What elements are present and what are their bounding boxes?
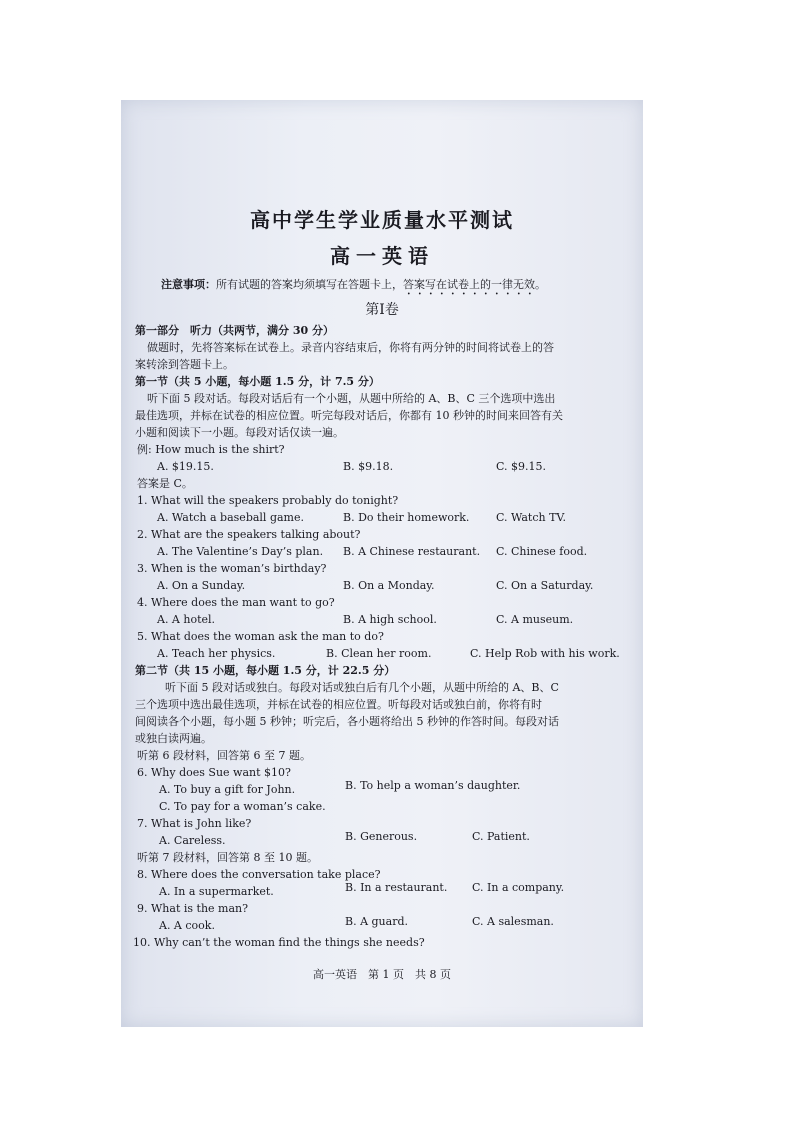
q8-option-b: B. In a restaurant. bbox=[345, 881, 448, 894]
q2-option-c: C. Chinese food. bbox=[496, 545, 588, 558]
q2-option-a: A. The Valentine’s Day’s plan. bbox=[157, 545, 324, 558]
q7-option-a: A. Careless. bbox=[159, 834, 226, 847]
example-answer: 答案是 C。 bbox=[137, 477, 193, 490]
q9-option-b: B. A guard. bbox=[345, 915, 408, 928]
q4-question: 4. Where does the man want to go? bbox=[137, 596, 335, 609]
example-option-c: C. $9.15. bbox=[496, 460, 547, 473]
notice-label: 注意事项： bbox=[161, 278, 216, 291]
sec1-line2: 最佳选项，并标在试卷的相应位置。听完每段对话后，你都有 10 秒钟的时间来回答有关 bbox=[135, 409, 563, 422]
notice-text-a: 所有试题的答案均须填写在答题卡上， bbox=[216, 278, 403, 291]
notice-text-b: 答案写在试卷上的一律无效。 bbox=[403, 278, 546, 291]
example-option-b: B. $9.18. bbox=[343, 460, 394, 473]
q3-option-c: C. On a Saturday. bbox=[496, 579, 594, 592]
q1-option-c: C. Watch TV. bbox=[496, 511, 566, 524]
q6-option-c: C. To pay for a woman’s cake. bbox=[159, 800, 326, 813]
part1-heading: 第一部分 听力（共两节，满分 30 分） bbox=[135, 324, 334, 337]
q9-question: 9. What is the man? bbox=[137, 902, 248, 915]
page-title: 高中学生学业质量水平测试 bbox=[250, 208, 514, 232]
q9-option-a: A. A cook. bbox=[159, 919, 215, 932]
part1-intro-line2: 案转涂到答题卡上。 bbox=[135, 358, 234, 371]
q6-question: 6. Why does Sue want $10? bbox=[137, 766, 291, 779]
example-option-a: A. $19.15. bbox=[157, 460, 214, 473]
sec2-heading: 第二节（共 15 小题，每小题 1.5 分，计 22.5 分） bbox=[135, 664, 396, 677]
sec2-line2: 三个选项中选出最佳选项，并标在试卷的相应位置。听每段对话或独白前，你将有时 bbox=[135, 698, 542, 711]
sec2-line1: 听下面 5 段对话或独白。每段对话或独白后有几个小题，从题中所给的 A、B、C bbox=[165, 681, 559, 694]
sec1-heading: 第一节（共 5 小题，每小题 1.5 分，计 7.5 分） bbox=[135, 375, 380, 388]
q5-option-b: B. Clean her room. bbox=[326, 647, 432, 660]
q5-option-c: C. Help Rob with his work. bbox=[470, 647, 620, 660]
q7-question: 7. What is John like? bbox=[137, 817, 252, 830]
sec2-line3: 间阅读各个小题，每小题 5 秒钟；听完后，各小题将给出 5 秒钟的作答时间。每段对话 bbox=[135, 715, 559, 728]
q3-option-b: B. On a Monday. bbox=[343, 579, 435, 592]
q2-option-b: B. A Chinese restaurant. bbox=[343, 545, 481, 558]
q4-option-b: B. A high school. bbox=[343, 613, 437, 626]
q3-question: 3. When is the woman’s birthday? bbox=[137, 562, 327, 575]
q7-option-b: B. Generous. bbox=[345, 830, 418, 843]
q3-option-a: A. On a Sunday. bbox=[157, 579, 246, 592]
q9-option-c: C. A salesman. bbox=[472, 915, 554, 928]
q2-question: 2. What are the speakers talking about? bbox=[137, 528, 361, 541]
q6-option-b: B. To help a woman’s daughter. bbox=[345, 779, 521, 792]
q5-option-a: A. Teach her physics. bbox=[157, 647, 276, 660]
example-question: 例: How much is the shirt? bbox=[137, 443, 285, 456]
notice bbox=[161, 278, 546, 298]
q8-question: 8. Where does the conversation take place? bbox=[137, 868, 381, 881]
q8-option-a: A. In a supermarket. bbox=[159, 885, 274, 898]
page-footer: 高一英语 第 1 页 共 8 页 bbox=[313, 968, 451, 981]
q10-question: 10. Why can’t the woman find the things she needs? bbox=[133, 936, 425, 949]
q1-option-a: A. Watch a baseball game. bbox=[157, 511, 304, 524]
exam-page bbox=[121, 100, 643, 1027]
q4-option-c: C. A museum. bbox=[496, 613, 574, 626]
material-7-instruction: 听第 7 段材料，回答第 8 至 10 题。 bbox=[137, 851, 318, 864]
q4-option-a: A. A hotel. bbox=[157, 613, 216, 626]
q6-option-a: A. To buy a gift for John. bbox=[159, 783, 296, 796]
sec2-line4: 或独白读两遍。 bbox=[135, 732, 212, 745]
q5-question: 5. What does the woman ask the man to do? bbox=[137, 630, 384, 643]
sec1-line3: 小题和阅读下一小题。每段对话仅读一遍。 bbox=[135, 426, 344, 439]
page-subtitle: 高一英语 bbox=[330, 244, 434, 268]
material-6-instruction: 听第 6 段材料，回答第 6 至 7 题。 bbox=[137, 749, 311, 762]
part1-intro-line1: 做题时，先将答案标在试卷上。录音内容结束后，你将有两分钟的时间将试卷上的答 bbox=[147, 341, 554, 354]
q7-option-c: C. Patient. bbox=[472, 830, 530, 843]
q1-option-b: B. Do their homework. bbox=[343, 511, 470, 524]
section-title: 第Ⅰ卷 bbox=[365, 302, 399, 318]
q1-question: 1. What will the speakers probably do tonight? bbox=[137, 494, 399, 507]
q8-option-c: C. In a company. bbox=[472, 881, 565, 894]
sec1-line1: 听下面 5 段对话。每段对话后有一个小题，从题中所给的 A、B、C 三个选项中选出 bbox=[147, 392, 556, 405]
